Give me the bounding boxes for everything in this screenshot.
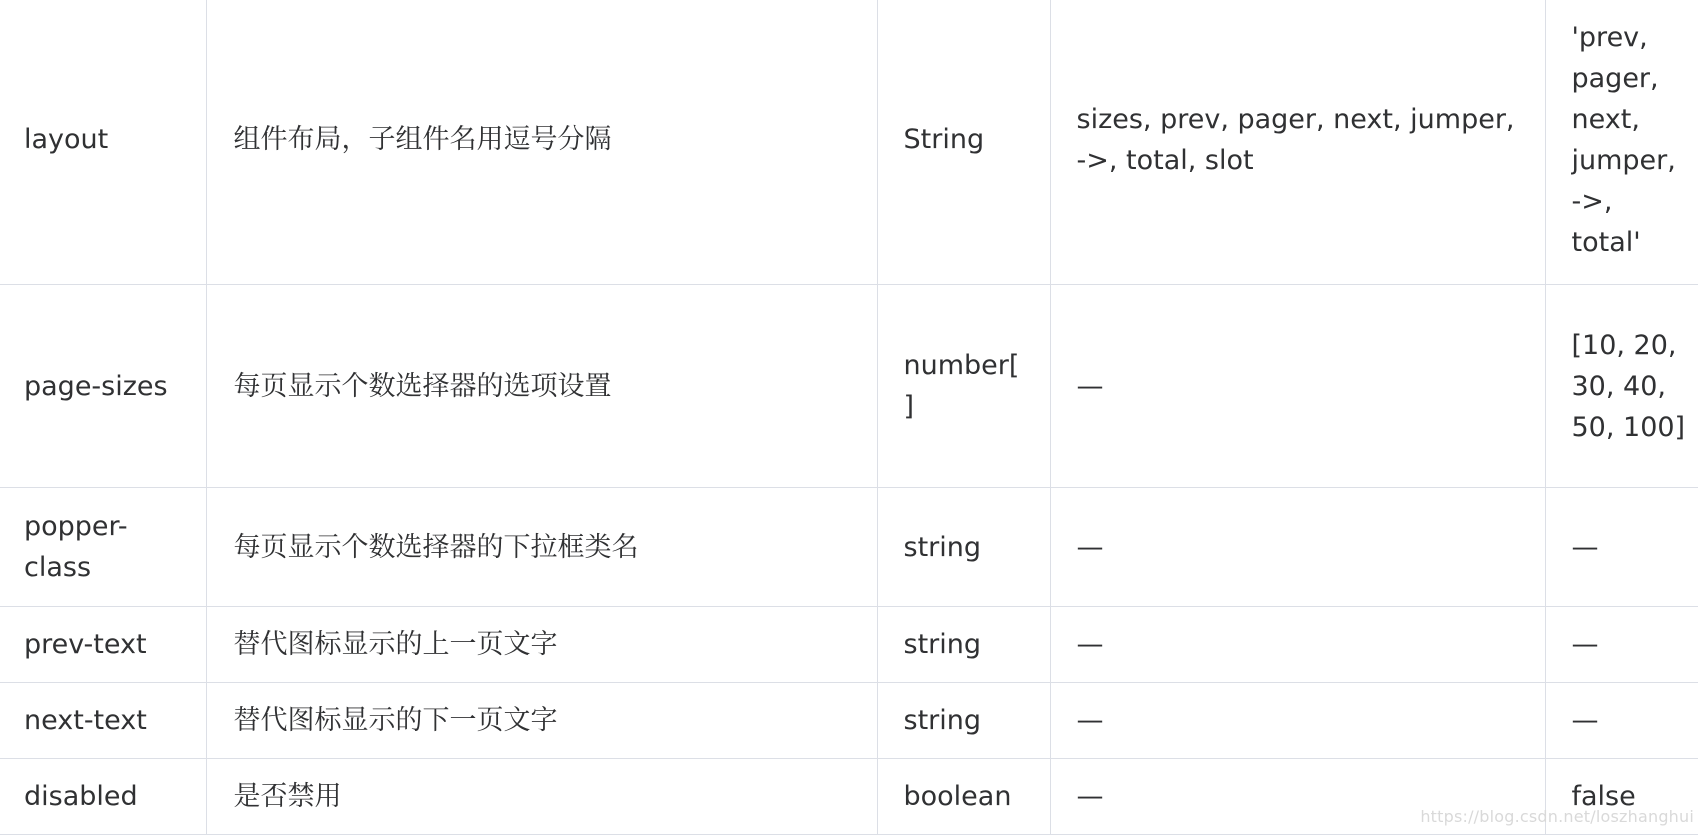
param-cell: page-sizes xyxy=(0,285,206,488)
default-cell: — xyxy=(1545,607,1698,683)
table-row xyxy=(0,0,1698,285)
default-cell: — xyxy=(1545,488,1698,607)
description-cell: 替代图标显示的下一页文字 xyxy=(206,683,877,759)
param-cell: prev-text xyxy=(0,607,206,683)
type-cell: string xyxy=(877,488,1050,607)
description-cell: 每页显示个数选择器的下拉框类名 xyxy=(206,488,877,607)
description-cell: 组件布局，子组件名用逗号分隔 xyxy=(206,0,877,285)
options-cell: — xyxy=(1050,683,1545,759)
param-cell: layout xyxy=(0,0,206,285)
default-cell: [10, 20, 30, 40, 50, 100] xyxy=(1545,285,1698,488)
param-cell: next-text xyxy=(0,683,206,759)
param-cell: popper-class xyxy=(0,488,206,607)
table-row xyxy=(0,683,1698,759)
table-row xyxy=(0,488,1698,607)
watermark: https://blog.csdn.net/loszhanghui xyxy=(1420,807,1694,826)
options-cell: — xyxy=(1050,488,1545,607)
description-cell: 替代图标显示的上一页文字 xyxy=(206,607,877,683)
type-cell: string xyxy=(877,607,1050,683)
type-cell: String xyxy=(877,0,1050,285)
param-cell: disabled xyxy=(0,759,206,835)
type-cell: number[] xyxy=(877,285,1050,488)
default-cell: — xyxy=(1545,683,1698,759)
type-cell: boolean xyxy=(877,759,1050,835)
default-cell: false xyxy=(1545,759,1698,835)
description-cell: 是否禁用 xyxy=(206,759,877,835)
options-cell: — xyxy=(1050,607,1545,683)
options-cell: — xyxy=(1050,759,1545,835)
table-row xyxy=(0,607,1698,683)
options-cell: — xyxy=(1050,285,1545,488)
description-cell: 每页显示个数选择器的选项设置 xyxy=(206,285,877,488)
table-row xyxy=(0,285,1698,488)
options-cell: sizes, prev, pager, next, jumper, ->, total, slot xyxy=(1050,0,1545,285)
type-cell: string xyxy=(877,683,1050,759)
default-cell: 'prev, pager, next, jumper, ->, total' xyxy=(1545,0,1698,285)
